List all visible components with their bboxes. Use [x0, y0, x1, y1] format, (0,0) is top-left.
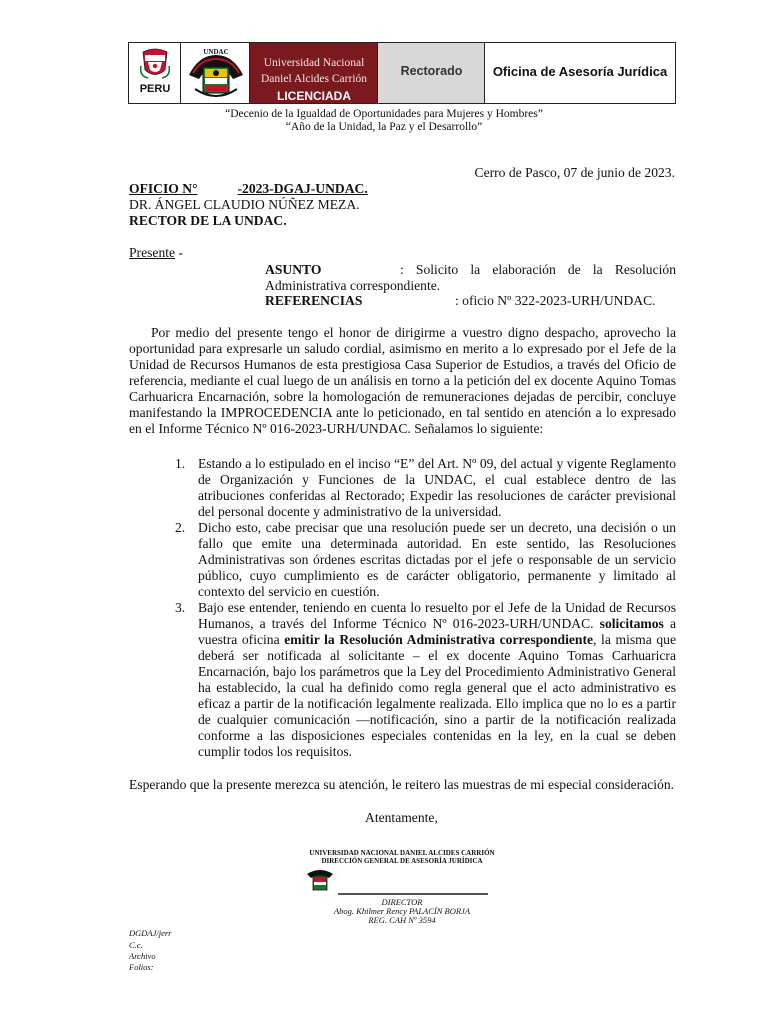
footer-folios: Folios: — [129, 962, 154, 972]
recipient-title: RECTOR DE LA UNDAC. — [129, 213, 287, 228]
undac-seal-icon — [187, 45, 245, 101]
peru-cell — [129, 43, 181, 103]
numbered-list — [129, 456, 676, 760]
licensed-badge: LICENCIADA — [277, 89, 351, 103]
presente-line — [129, 245, 183, 261]
presente-suffix: - — [175, 245, 183, 260]
referencias-text: : oficio Nº 322-2023-URH/UNDAC. — [455, 293, 656, 308]
peru-coat-of-arms-icon — [140, 46, 170, 80]
list-item — [129, 600, 676, 760]
asunto-label: ASUNTO — [265, 262, 322, 277]
signer-name: Abog. Khilmer Rency PALACÍN BORJA — [333, 906, 471, 916]
asunto-text-line2: Administrativa correspondiente. — [265, 278, 441, 293]
presente-label: Presente — [129, 245, 176, 260]
legal-office-cell — [485, 43, 675, 103]
letterhead-table — [128, 42, 676, 104]
item3-part-c: a vuestra oficina — [198, 616, 676, 647]
closing-paragraph: Esperando que la presente merezca su atención, le reitero las muestras de mi especial consideración. — [129, 777, 675, 792]
referencias-label: REFERENCIAS — [265, 293, 363, 308]
signature-line — [338, 893, 488, 895]
university-name-cell — [250, 43, 378, 103]
footer-archivo: Archivo — [129, 951, 156, 961]
country-label: PERU — [139, 83, 171, 95]
oficio-label: OFICIO N° — [129, 181, 198, 196]
item3-part-e: , la misma que deberá ser notificada al solicitante – el ex docente Aquino Tomas Carhuaricra Encarnación, bajo los parámetros que la Ley del Procedimiento Administrativo General ha establecido, la cual ha definido como regla general que el acto administrativo es eficaz a partir de la notificación legalmente realizada. Ello implica que no lo es a partir de cualquier comunicación —notificación, sino a partir de la notificación realizada conforme a las disposiciones especiales contenidas en la ley, en la cual se deben cumplir todos los requisitos. — [198, 632, 677, 759]
list-item-text: Dicho esto, cabe precisar que una resolución puede ser un decreto, una decisión o un fallo que emite una determinada autoridad. En este sentido, las Resoluciones Administrativas son órdenes escritas dictadas por el jefe o responsable de un servicio público, cuyo cumplimiento es de carácter obligatorio, permanente y limitado al contexto del servicio en cuestión. — [198, 520, 676, 599]
intro-paragraph: Por medio del presente tengo el honor de dirigirme a vuestro digno despacho, aprovecho la oportunidad para expresarle un saludo cordial, asimismo en merito a lo expresado por el Jefe de la Unidad de Recursos Humanos de esta prestigiosa Casa Superior de Estudios, a través del Oficio de referencia, mediante el cual luego de un análisis en torno a la petición del ex docente Aquino Tomas Carhuaricra Encarnación, sobre la homologación de remuneraciones dejadas de percibir, concluye manifestando la IMPROCEDENCIA ante lo peticionado, en tal sentido en atención a lo expresado en el Informe Técnico Nº 016-2023-URH/UNDAC. Señalamos lo siguiente: — [129, 325, 676, 436]
list-item-number: 3. — [175, 600, 186, 615]
list-item — [129, 456, 676, 520]
decade-motto: “Decenio de la Igualdad de Oportunidades para Mujeres y Hombres” — [225, 108, 543, 120]
oficio-code: -2023-DGAJ-UNDAC. — [237, 181, 368, 196]
year-motto: “Año de la Unidad, la Paz y el Desarrollo” — [285, 121, 483, 133]
undac-seal-cell — [181, 43, 250, 103]
place-date: Cerro de Pasco, 07 de junio de 2023. — [474, 165, 675, 180]
footer-cc: C.c. — [129, 940, 143, 950]
office-legal-advisory: Oficina de Asesoría Jurídica — [492, 64, 668, 79]
svg-text:UNDAC: UNDAC — [203, 48, 229, 56]
list-item — [129, 520, 676, 600]
asunto-text-line1: : Solicito la elaboración de la Resolución — [400, 262, 676, 277]
stamp-university: UNIVERSIDAD NACIONAL DANIEL ALCIDES CARRIÓN — [309, 849, 495, 857]
item3-solicitamos: solicitamos — [599, 616, 664, 631]
oficio-number — [129, 181, 368, 197]
list-item-number: 2. — [175, 520, 186, 535]
footer-reference: DGDAJ/jerr — [129, 928, 172, 938]
signer-role: DIRECTOR — [381, 897, 423, 907]
recipient-name: DR. ÁNGEL CLAUDIO NÚÑEZ MEZA. — [129, 197, 360, 212]
list-item-text — [198, 600, 676, 760]
rectorado-cell — [378, 43, 485, 103]
list-item-number: 1. — [175, 456, 186, 471]
sign-off: Atentamente, — [365, 810, 438, 825]
university-name-line1: Universidad Nacional — [263, 57, 365, 69]
signer-registry: REG. CAH Nº 3594 — [368, 915, 436, 925]
list-item-text: Estando a lo estipulado en el inciso “E” del Art. Nº 09, del actual y vigente Reglamento de Organización y Funciones de la UNDAC, el cual establece dentro de las atribuciones conferidas al Rectorado; Expedir las resoluciones de carácter previsional del personal docente y administrativo de la universidad. — [198, 456, 676, 519]
item3-part-a: Bajo ese entender, teniendo en cuenta lo resuelto por el Jefe de la Unidad de Recursos Humanos, a través del Informe Técnico Nº 016-2023-URH/UNDAC. — [198, 600, 676, 631]
stamp-seal-icon — [305, 864, 335, 894]
office-rectorado: Rectorado — [400, 64, 463, 78]
stamp-department: DIRECCIÓN GENERAL DE ASESORÍA JURÍDICA — [321, 857, 483, 865]
university-name-line2: Daniel Alcides Carrión — [260, 73, 368, 85]
item3-emphasis: emitir la Resolución Administrativa correspondiente — [284, 632, 594, 647]
